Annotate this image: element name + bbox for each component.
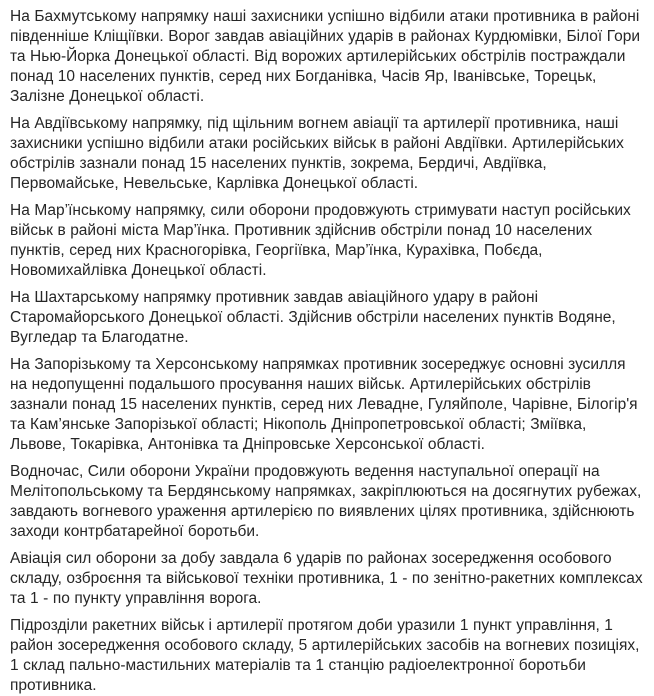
paragraph-marinka-direction: На Мар’їнському напрямку, сили оборони продовжують стримувати наступ російських військ в районі міста Мар’їнка. Противник здійснив обстріли понад 10 населених пунктів, серед них Красногорівка, Георгіївка, Мар’їнка, Курахівка, Побєда, Новомихайлівка Донецької області. [10,202,631,279]
paragraph-shakhtarsk-direction: На Шахтарському напрямку противник завдав авіаційного удару в районі Старомайорського Донецької області. Здійснив обстріли населених пунктів Водяне, Вугледар та Благодатне. [10,289,616,346]
paragraph-aviation-strikes: Авіація сил оборони за добу завдала 6 ударів по районах зосередження особового складу, озброєння та військової техніки противника, 1 - по зенітно-ракетних комплексах та 1 - по пункту управління ворога. [10,550,643,607]
paragraph-avdiivka-direction: На Авдіївському напрямку, під щільним вогнем авіації та артилерії противника, наші захисники успішно відбили атаки російських військ в районі Авдіївки. Артилерійських обстрілів зазнали понад 15 населених пунктів, зокрема, Бердичі, Авдіївка, Первомайське, Невельське, Карлівка Донецької області. [10,115,624,192]
paragraph-missile-artillery-strikes: Підрозділи ракетних військ і артилерії протягом доби уразили 1 пункт управління, 1 район зосередження особового складу, 5 артилерійських засобів на вогневих позиціях, 1 склад пально-мастильних матеріалів та 1 станцію радіоелектронної боротьби противника. [10,617,640,694]
paragraph-bakhmut-direction: На Бахмутському напрямку наші захисники успішно відбили атаки противника в районі південніше Кліщіївки. Ворог завдав авіаційних ударів в районах Курдюмівки, Білої Гори та Нью-Йорка Донецької області. Від ворожих артилерійських обстрілів постраждали понад 10 населених пунктів, серед них Богданівка, Часів Яр, Іванівське, Торецьк, Залізне Донецької області. [10,8,640,105]
paragraph-zaporizhzhia-kherson-direction: На Запорізькому та Херсонському напрямках противник зосереджує основні зусилля на недопущенні подальшого просування наших військ. Артилерійських обстрілів зазнали понад 15 населених пунктів, серед них Левадне, Гуляйполе, Чарівне, Білогір'я та Кам’янське Запорізької області; Нікополь Дніпропетровської області; Зміївка, Львове, Токарівка, Антонівка та Дніпровське Херсонської області. [10,356,638,453]
paragraph-offensive-operations: Водночас, Сили оборони України продовжують ведення наступальної операції на Мелітопольському та Бердянському напрямках, закріплюються на досягнутих рубежах, завдають вогневого ураження артилерією по виявлених цілях противника, здійснюють заходи контрбатарейної боротьби. [10,463,642,540]
